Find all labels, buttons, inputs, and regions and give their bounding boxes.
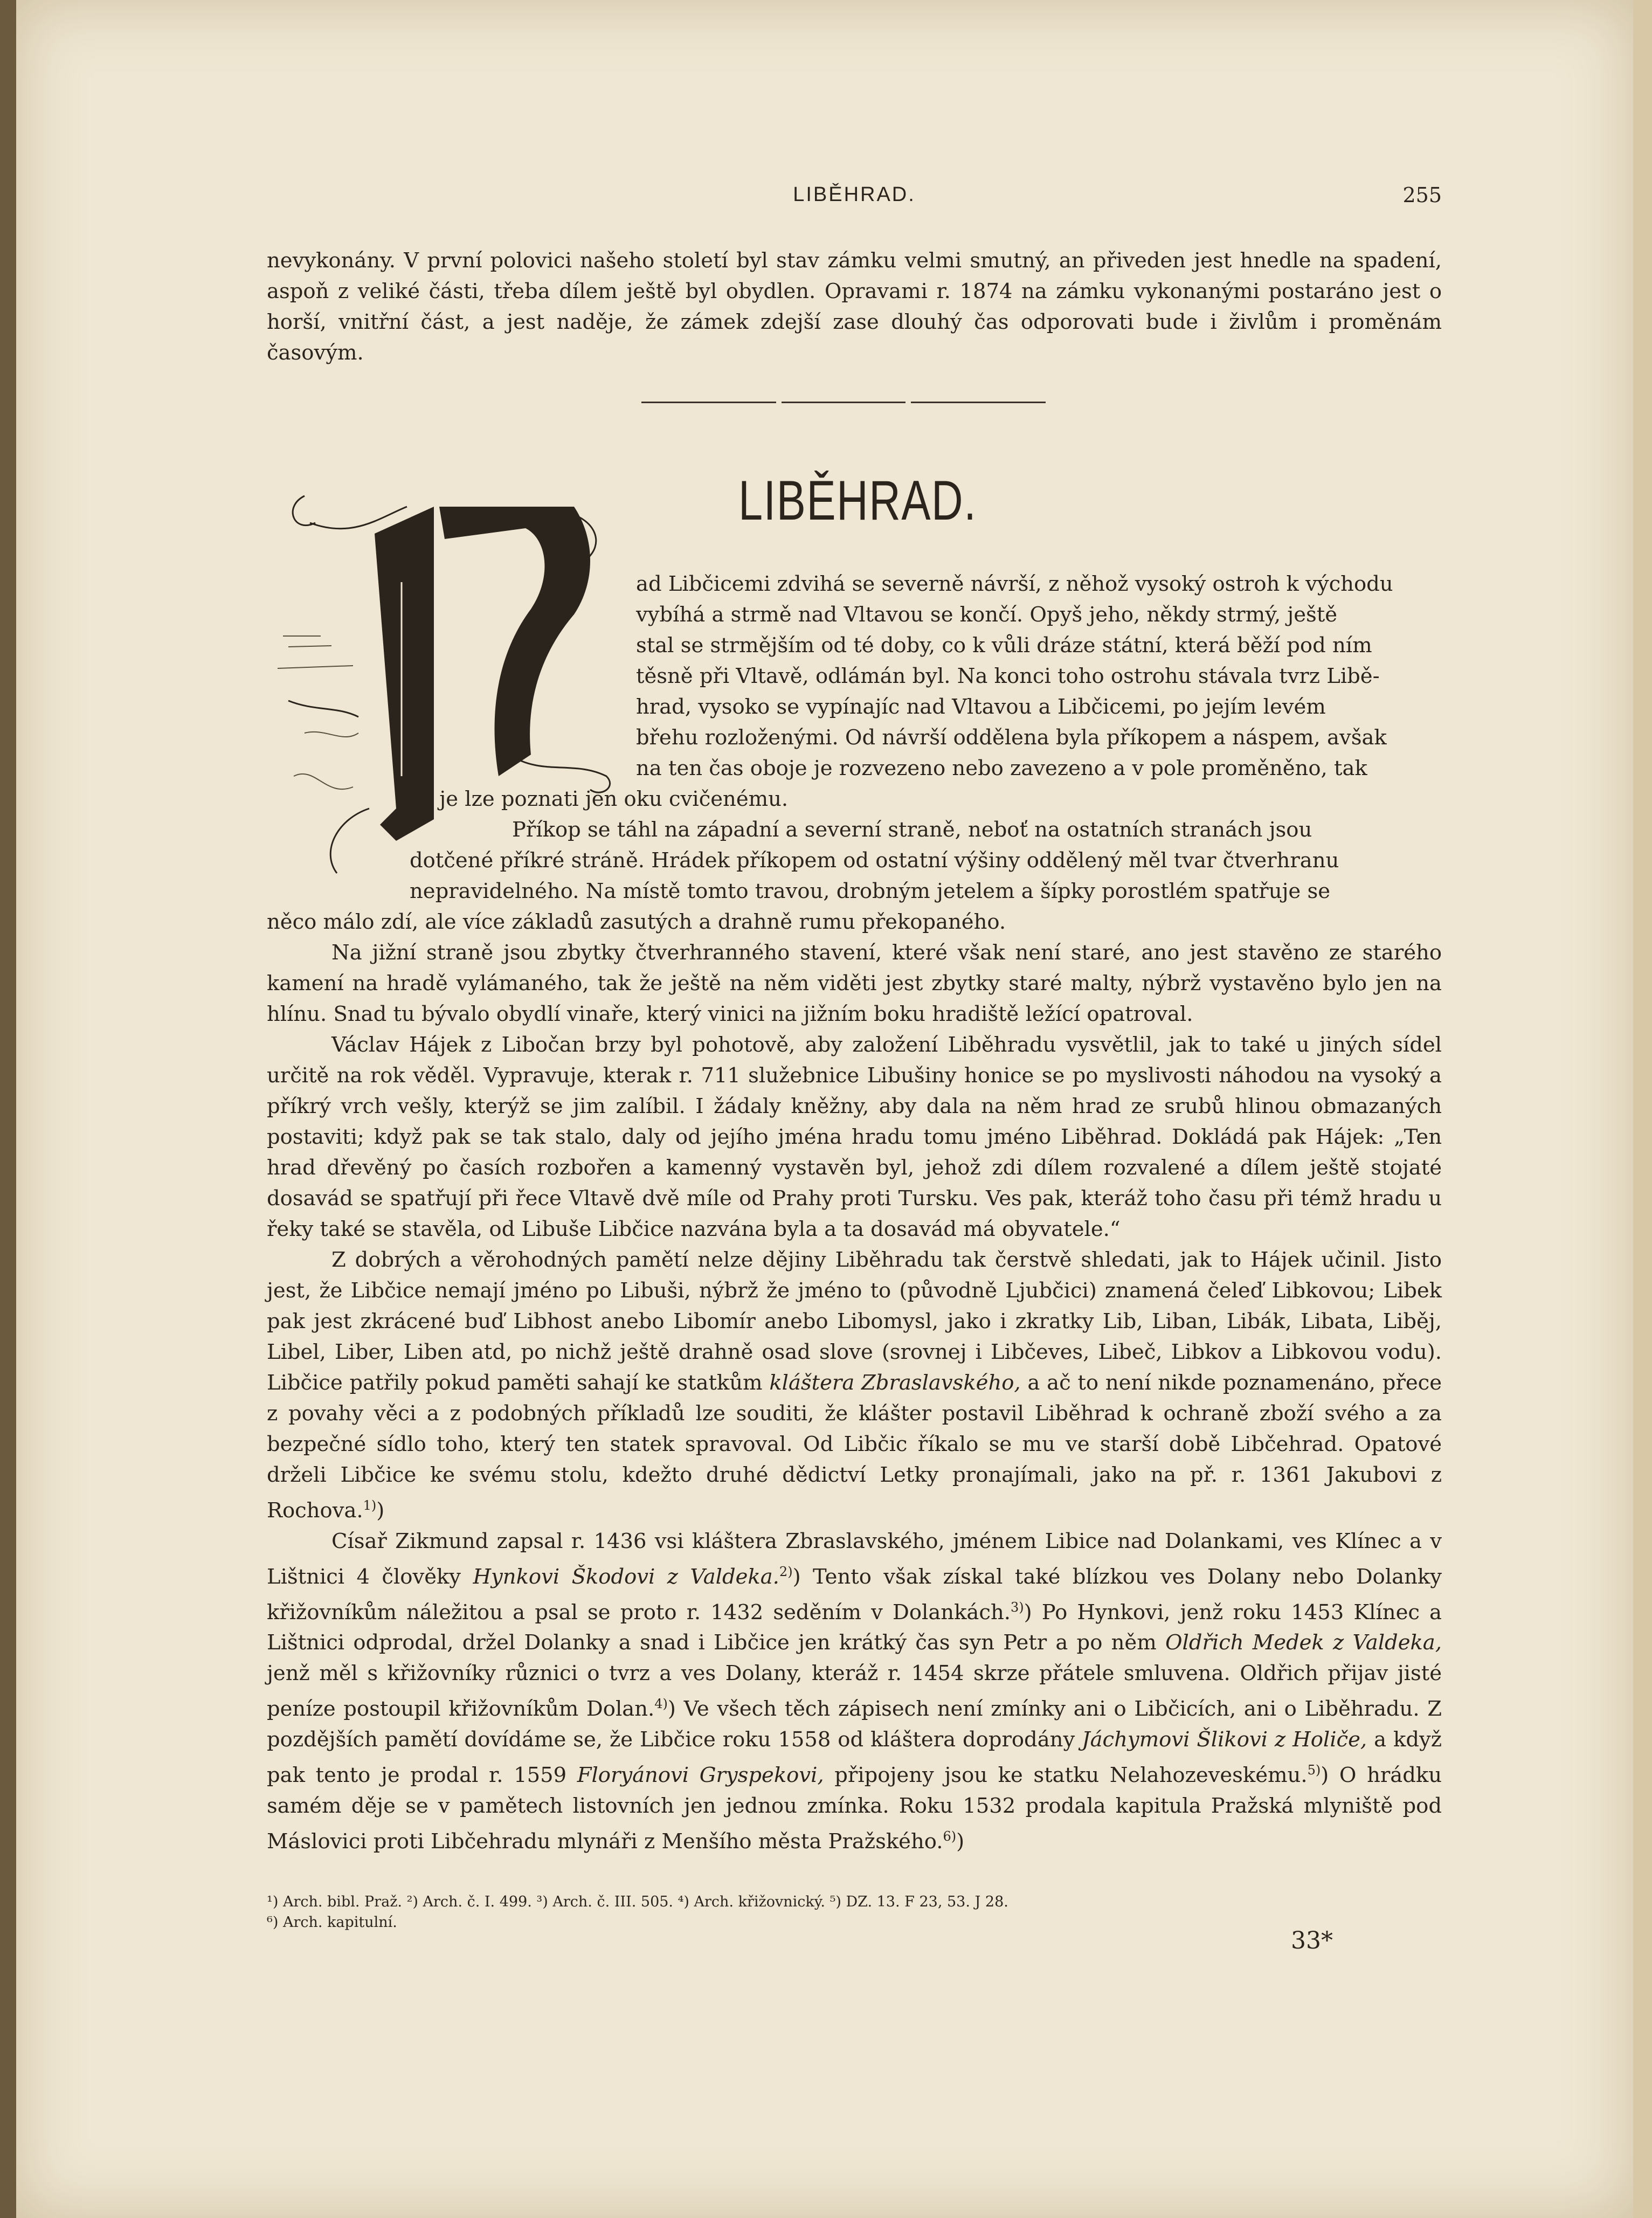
p6-r3: 3) (1010, 1599, 1024, 1615)
p6-s3: ) Po Hynkovi, jenž roku 1453 Klínec a Lištnici odprodal, držel Dolanky a snad i Libčice jen krátký čas syn Petr a po něm (267, 1600, 1442, 1655)
p1-line-8: že je lze poznati jen oku cvičenému. (410, 787, 789, 811)
intro-paragraph-block (267, 245, 1442, 368)
divider-rule-center (782, 402, 906, 403)
p6-s4: jenž měl s křižovníky různici o tvrz a ves Dolany, kteráž r. 1454 skrze přátele smluvena. Oldřich přijav jisté peníze postoupil křižovníkům Dolan. (267, 1661, 1442, 1722)
p2-line-4: něco málo zdí, ale více základů zasutých a drahně rumu překopaného. (267, 910, 1006, 934)
p6-e3: Jáchymovi Šlikovi z Holiče, (1082, 1728, 1367, 1752)
p6-s8: ) O hrádku samém děje se v pamětech listovních jen jednou zmínka. Roku 1532 prodala kapitula Pražská mlyniště pod Máslovici proti Libčehradu mlynáři z Menšího města Pražského. (267, 1763, 1442, 1854)
paragraph-3: Na jižní straně jsou zbytky čtverhranného stavení, které však není staré, ano jest stavěno ze starého kamení na hradě vylámaného, tak že ještě na něm viděti jest zbytky staré malty, nýbrž vystavěno bylo jen na hlínu. Snad tu bývalo obydlí vinaře, který vinici na jižním boku hradiště ležící opatroval. (267, 941, 1442, 1026)
p5-ref: 1) (363, 1498, 377, 1513)
paragraph-6 (267, 1526, 1442, 1857)
p6-e4: Floryánovi Gryspekovi, (577, 1763, 824, 1788)
p1-line-7: na ten čas oboje je rozvezeno nebo zavezeno a v pole proměněno, tak (636, 756, 1367, 780)
p1-line-4: těsně při Vltavě, odlámán byl. Na konci toho ostrohu stávala tvrz Libě- (636, 664, 1380, 688)
p2-line-2: dotčené příkré stráně. Hrádek příkopem od ostatní výšiny oddělený měl tvar čtverhranu (410, 848, 1339, 873)
intro-paragraph: nevykonány. V první polovici našeho století byl stav zámku velmi smutný, an přiveden jest hnedle na spadení, aspoň z veliké části, třeba dílem ještě byl obydlen. Opravami r. 1874 na zámku vykonanými postaráno jest o horší, vnitřní část, a jest naděje, že zámek zdejší zase dlouhý čas odporovati bude i živlům i proměnám časovým. (267, 248, 1442, 365)
footnote-line-1: ¹) Arch. bibl. Praž. ²) Arch. č. I. 499. ³) Arch. č. III. 505. ⁴) Arch. křižovnický. ⁵) DZ. 13. F 23, 53. J 28. (267, 1894, 1008, 1910)
p6-e1: Hynkovi Škodovi z Valdeka. (473, 1564, 779, 1589)
divider-rule-left (641, 402, 776, 403)
p6-s5: ) Ve všech těch zápisech není zmínky ani o Libčicích, ani o Liběhradu. Z pozdějších pamětí dovídáme se, že Libčice roku 1558 od kláštera doprodány (267, 1697, 1442, 1752)
p1-line-2: vybíhá a strmě nad Vltavou se končí. Opyš jeho, někdy strmý, ještě (636, 603, 1338, 627)
p6-s7: připojeny jsou ke statku Nelahozeveskému. (824, 1763, 1308, 1788)
p1-line-1: ad Libčicemi zdvihá se severně návrší, z něhož vysoký ostroh k východu (636, 572, 1393, 596)
running-title: LIBĚHRAD. (793, 183, 916, 206)
p5-end: ) (376, 1498, 385, 1523)
p5-italic: kláštera Zbraslavského, (769, 1371, 1021, 1395)
running-head (267, 183, 1442, 216)
p6-e2: Oldřich Medek z Valdeka, (1165, 1630, 1442, 1655)
p1-line-3: stal se strmějším od té doby, co k vůli dráze státní, která běží pod ním (636, 633, 1372, 658)
p6-s9: ) (956, 1829, 965, 1854)
book-page (16, 0, 1633, 2218)
p6-r5: 5) (1307, 1763, 1321, 1778)
signature-mark: 33* (1291, 1927, 1333, 1954)
p2-line-3: nepravidelného. Na místě tomto travou, drobným jetelem a šípky porostlém spatřuje se (410, 879, 1330, 903)
p6-r4: 4) (654, 1696, 668, 1712)
divider-rule-right (911, 402, 1046, 403)
body-text (267, 937, 1442, 1857)
p6-r6: 6) (943, 1829, 957, 1844)
footnote-line-2: ⁶) Arch. kapitulní. (267, 1914, 397, 1931)
binding-edge (0, 0, 16, 2218)
p5-text-a: Z dobrých a věrohodných pamětí nelze dějiny Liběhradu tak čerstvě shledati, jak to Hájek učinil. Jisto jest, že Libčice nemají jméno po Libuši, nýbrž že jméno to (původně Ljubčici) znamená čeleď Libkovou; Libek pak jest zkrácené buď Libhost anebo Libomír anebo Libomysl, jako i zkratky Lib, Liban, Libák, Libata, Liběj, Libel, Liber, Liben atd, po nichž ještě drahně osad slove (srovnej i Libčeves, Libeč, Libkov a Libkovou vodu). Libčice patřily pokud paměti sahají ke statkům (267, 1248, 1442, 1395)
page-number: 255 (1402, 183, 1442, 207)
p6-s1: Císař Zikmund zapsal r. 1436 vsi kláštera Zbraslavského, jménem Libice nad Dolankami, ves Klínec a v Lištnici 4 člověky (267, 1529, 1442, 1589)
paragraph-4: Václav Hájek z Libočan brzy byl pohotově, aby založení Liběhradu vysvětlil, jak to také u jiných sídel určitě na rok věděl. Vypravuje, kterak r. 711 služebnice Libušiny honice se po myslivosti náhodou na vysoký a příkrý vrch vešly, kterýž se jim zalíbil. I žádaly kněžny, aby dala na něm hrad ze srubů hlinou obmazaných postaviti; když pak se tak stalo, daly od jejího jména hradu tomu jméno Liběhrad. Dokládá pak Hájek: „Ten hrad dřevěný po časích rozbořen a kamenný vystavěn byl, jehož zdi dílem rozvalené a dílem ještě stojaté dosavád se spatřují při řece Vltavě dvě míle od Prahy proti Tursku. Ves pak, kteráž toho času při témž hradu u řeky také se stavěla, od Libuše Libčice nazvána byla a ta dosavád má obyvatele.“ (267, 1033, 1442, 1241)
p6-s6: a když pak tento je prodal r. 1559 (267, 1728, 1442, 1788)
p2-line-1: Příkop se táhl na západní a severní straně, neboť na ostatních stranách jsou (512, 818, 1312, 842)
article-title: LIBĚHRAD. (738, 469, 977, 532)
paragraph-5 (267, 1245, 1442, 1526)
p6-r2: 2) (779, 1564, 793, 1579)
p6-s2: ) Tento však získal také blízkou ves Dolany nebo Dolanky křižovníkům náležitou a psal se proto r. 1432 seděním v Dolankách. (267, 1564, 1442, 1625)
p1-line-6: břehu rozloženými. Od návrší oddělena byla příkopem a náspem, avšak (636, 725, 1387, 750)
p5-text-b: a ač to není nikde poznamenáno, přece z povahy věci a z podobných příkladů lze souditi, že klášter postavil Liběhrad k ochraně zboží svého a za bezpečné sídlo toho, který ten statek spravoval. Od Libčic říkalo se mu ve starší době Libčehrad. Opatové drželi Libčice ke svému stolu, kdežto druhé dědictví Letky pronajímali, jako na př. r. 1361 Jakubovi z Rochova. (267, 1371, 1442, 1523)
footnotes (267, 1892, 1442, 1933)
p1-line-5: hrad, vysoko se vypínajíc nad Vltavou a Libčicemi, po jejím levém (636, 695, 1326, 719)
